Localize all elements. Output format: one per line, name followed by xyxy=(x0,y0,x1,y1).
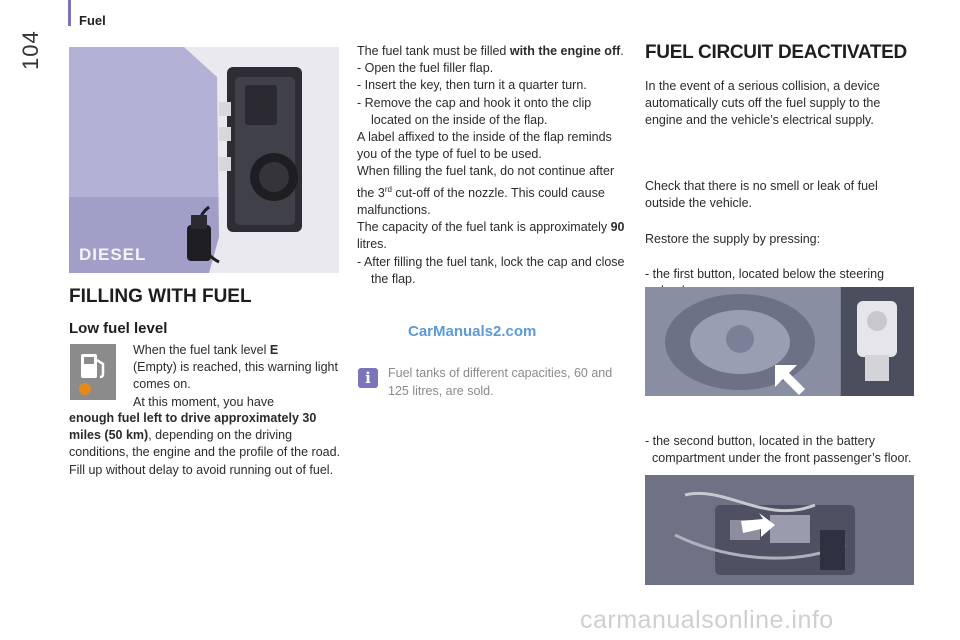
first-button-text: - the first button, located below the steering xyxy=(645,266,885,281)
carmanuals-watermark: CarManuals2.com xyxy=(408,323,537,340)
battery-compartment-illustration xyxy=(645,475,914,585)
low-fuel-line-2: (Empty) is reached, this warning light comes on. xyxy=(133,360,338,392)
filling-with-fuel-title: FILLING WITH FUEL xyxy=(69,286,252,307)
step-open-flap: - Open the fuel filler flap. xyxy=(357,61,494,76)
info-note: Fuel tanks of different capacities, 60 and 125 litres, are sold. xyxy=(388,366,613,398)
low-fuel-text-block xyxy=(133,342,343,411)
label-text: A label affixed to the inside of the flap reminds you of the type of fuel to be used. xyxy=(357,130,612,162)
low-fuel-range-text: enough fuel left to drive approximately 30 miles (50 km), depending on the driving conditions, the engine and the profile of the road. Fill up without delay to avoid running out of fuel. xyxy=(69,411,341,477)
accent-bar xyxy=(68,0,71,26)
fuel-circuit-title: FUEL CIRCUIT DEACTIVATED xyxy=(645,42,907,63)
diesel-label: DIESEL xyxy=(79,245,147,264)
leak-check-text: Check that there is no smell or leak of fuel outside the vehicle. xyxy=(645,178,878,210)
steering-button-illustration xyxy=(645,287,914,396)
collision-text: In the event of a serious collision, a device automatically cuts off the fuel supply to the engine and the vehicle’s electrical supply. xyxy=(645,78,881,127)
step-insert-key: - Insert the key, then turn it a quarter turn. xyxy=(357,78,587,93)
section-label: Fuel xyxy=(79,13,106,28)
info-icon: i xyxy=(358,368,378,388)
low-fuel-level-title: Low fuel level xyxy=(69,320,168,337)
cutoff-text: When filling the fuel tank, do not continue after the 3rd cut-off of the nozzle. This could cause malfunctions. xyxy=(357,164,615,217)
engine-off-text: The fuel tank must be filled with the engine off. xyxy=(357,44,624,58)
capacity-text: The capacity of the fuel tank is approximately 90 litres. xyxy=(357,220,625,252)
fuel-filler-illustration xyxy=(69,47,339,273)
restore-text: Restore the supply by pressing: xyxy=(645,231,821,246)
fuel-filler-photo xyxy=(69,47,339,273)
filling-instructions xyxy=(357,43,627,288)
fuel-pump-icon xyxy=(70,344,116,400)
page-number: 104 xyxy=(18,30,43,70)
footer-watermark: carmanualsonline.info xyxy=(580,606,834,634)
step-lock-cap: - After filling the fuel tank, lock the cap and close the flap. xyxy=(357,254,625,286)
steering-button-photo xyxy=(645,287,914,396)
fuel-warning-light xyxy=(70,344,116,400)
low-fuel-line-1: When the fuel tank level E xyxy=(133,343,279,357)
battery-button-photo xyxy=(645,475,914,585)
range-highlight: enough fuel left to drive approximately 30 miles (50 km) xyxy=(69,411,317,443)
step-remove-cap: - Remove the cap and hook it onto the clip located on the inside of the flap. xyxy=(357,95,592,127)
second-button-text: - the second button, located in the battery compartment under the front passenger’s floor. xyxy=(645,433,912,465)
low-fuel-line-3: At this moment, you have xyxy=(133,394,275,409)
